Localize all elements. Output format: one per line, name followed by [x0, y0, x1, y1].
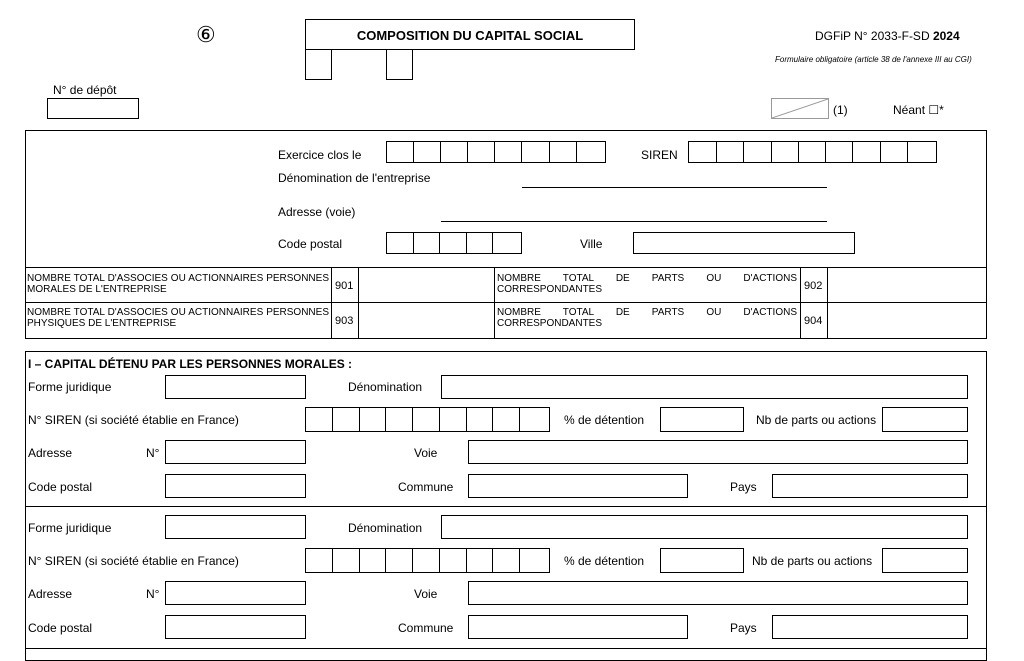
pays-field[interactable]	[772, 615, 968, 639]
code-postal-label: Code postal	[278, 237, 343, 251]
siren-field[interactable]	[305, 407, 550, 432]
ville-label: Ville	[580, 237, 603, 251]
header-small-box-2[interactable]	[386, 49, 413, 80]
commune-field[interactable]	[468, 615, 688, 639]
code-postal-field[interactable]	[386, 232, 522, 254]
denomination-label: Dénomination de l'entreprise	[278, 171, 431, 185]
totals-divider	[331, 267, 332, 339]
form-title: COMPOSITION DU CAPITAL SOCIAL	[356, 28, 584, 43]
code-901: 901	[335, 280, 354, 292]
form-ref-prefix: DGFiP N° 2033-F-SD	[815, 29, 933, 43]
code-postal-field[interactable]	[165, 615, 306, 639]
commune-label: Commune	[398, 480, 454, 494]
siren-label: N° SIREN (si société établie en France)	[28, 554, 239, 568]
adresse-label: Adresse (voie)	[278, 205, 356, 219]
adresse-field[interactable]	[441, 221, 827, 222]
denomination-field[interactable]	[522, 187, 827, 188]
forme-juridique-label: Forme juridique	[28, 521, 112, 535]
voie-label: Voie	[414, 587, 438, 601]
pct-detention-field[interactable]	[660, 548, 744, 573]
total-pm-parts-label: NOMBRE TOTAL DE PARTS OU D'ACTIONS CORRESPONDANTES	[497, 273, 797, 295]
adresse-label: Adresse	[28, 587, 73, 601]
pct-detention-label: % de détention	[564, 554, 645, 568]
section-1-title: I – CAPITAL DÉTENU PAR LES PERSONNES MORALES :	[28, 357, 353, 371]
pct-detention-field[interactable]	[660, 407, 744, 432]
depot-label: N° de dépôt	[53, 83, 117, 97]
total-pp-parts-label: NOMBRE TOTAL DE PARTS OU D'ACTIONS CORRESPONDANTES	[497, 307, 797, 329]
form-title-box	[305, 19, 635, 50]
commune-label: Commune	[398, 621, 454, 635]
forme-juridique-field[interactable]	[165, 375, 306, 399]
numero-label: N°	[146, 446, 160, 460]
code-904: 904	[804, 315, 823, 327]
total-pp-value[interactable]	[359, 303, 493, 338]
siren-label: N° SIREN (si société établie en France)	[28, 413, 239, 427]
voie-label: Voie	[414, 446, 438, 460]
total-pm-value[interactable]	[359, 268, 493, 302]
forme-juridique-field[interactable]	[165, 515, 306, 539]
pct-detention-label: % de détention	[564, 413, 645, 427]
form-year: 2024	[932, 29, 960, 43]
nb-parts-label: Nb de parts ou actions	[752, 554, 873, 568]
totals-divider	[494, 267, 495, 339]
numero-field[interactable]	[165, 440, 306, 464]
code-postal-label: Code postal	[28, 621, 93, 635]
code-903: 903	[335, 315, 354, 327]
total-pp-label: NOMBRE TOTAL D'ASSOCIES OU ACTIONNAIRES PERSONNES PHYSIQUES DE L'ENTREPRISE	[27, 307, 329, 329]
note-1: (1)	[833, 103, 848, 117]
ville-field[interactable]	[633, 232, 855, 254]
section-number-icon: ⑥	[196, 22, 216, 47]
entry-divider	[25, 506, 987, 507]
voie-field[interactable]	[468, 581, 968, 605]
denomination-label: Dénomination	[348, 380, 423, 394]
form-note: Formulaire obligatoire (article 38 de l'annexe III au CGI)	[775, 55, 972, 64]
pays-field[interactable]	[772, 474, 968, 498]
code-902: 902	[804, 280, 823, 292]
nb-parts-field[interactable]	[882, 548, 968, 573]
code-postal-field[interactable]	[165, 474, 306, 498]
pays-label: Pays	[730, 480, 757, 494]
nb-parts-field[interactable]	[882, 407, 968, 432]
denomination-field[interactable]	[441, 375, 968, 399]
commune-field[interactable]	[468, 474, 688, 498]
neant-checkbox[interactable]: Néant ☐*	[893, 103, 944, 117]
denomination-label: Dénomination	[348, 521, 423, 535]
pays-label: Pays	[730, 621, 757, 635]
form-reference	[815, 29, 960, 43]
total-pm-parts-value[interactable]	[828, 268, 986, 302]
totals-divider	[800, 267, 801, 339]
voie-field[interactable]	[468, 440, 968, 464]
header-small-box-1[interactable]	[305, 49, 332, 80]
cancel-box[interactable]	[771, 98, 829, 119]
diagonal-line-icon	[772, 99, 828, 118]
denomination-field[interactable]	[441, 515, 968, 539]
exercice-label: Exercice clos le	[278, 148, 362, 162]
code-postal-label: Code postal	[28, 480, 93, 494]
siren-field[interactable]	[688, 141, 937, 163]
siren-field[interactable]	[305, 548, 550, 573]
numero-label: N°	[146, 587, 160, 601]
siren-label: SIREN	[641, 148, 678, 162]
numero-field[interactable]	[165, 581, 306, 605]
total-pp-parts-value[interactable]	[828, 303, 986, 338]
total-pm-label: NOMBRE TOTAL D'ASSOCIES OU ACTIONNAIRES PERSONNES MORALES DE L'ENTREPRISE	[27, 273, 329, 295]
entry-divider	[25, 648, 987, 649]
adresse-label: Adresse	[28, 446, 73, 460]
exercice-date-field[interactable]	[386, 141, 606, 163]
depot-field[interactable]	[47, 98, 139, 119]
forme-juridique-label: Forme juridique	[28, 380, 112, 394]
nb-parts-label: Nb de parts ou actions	[756, 413, 877, 427]
